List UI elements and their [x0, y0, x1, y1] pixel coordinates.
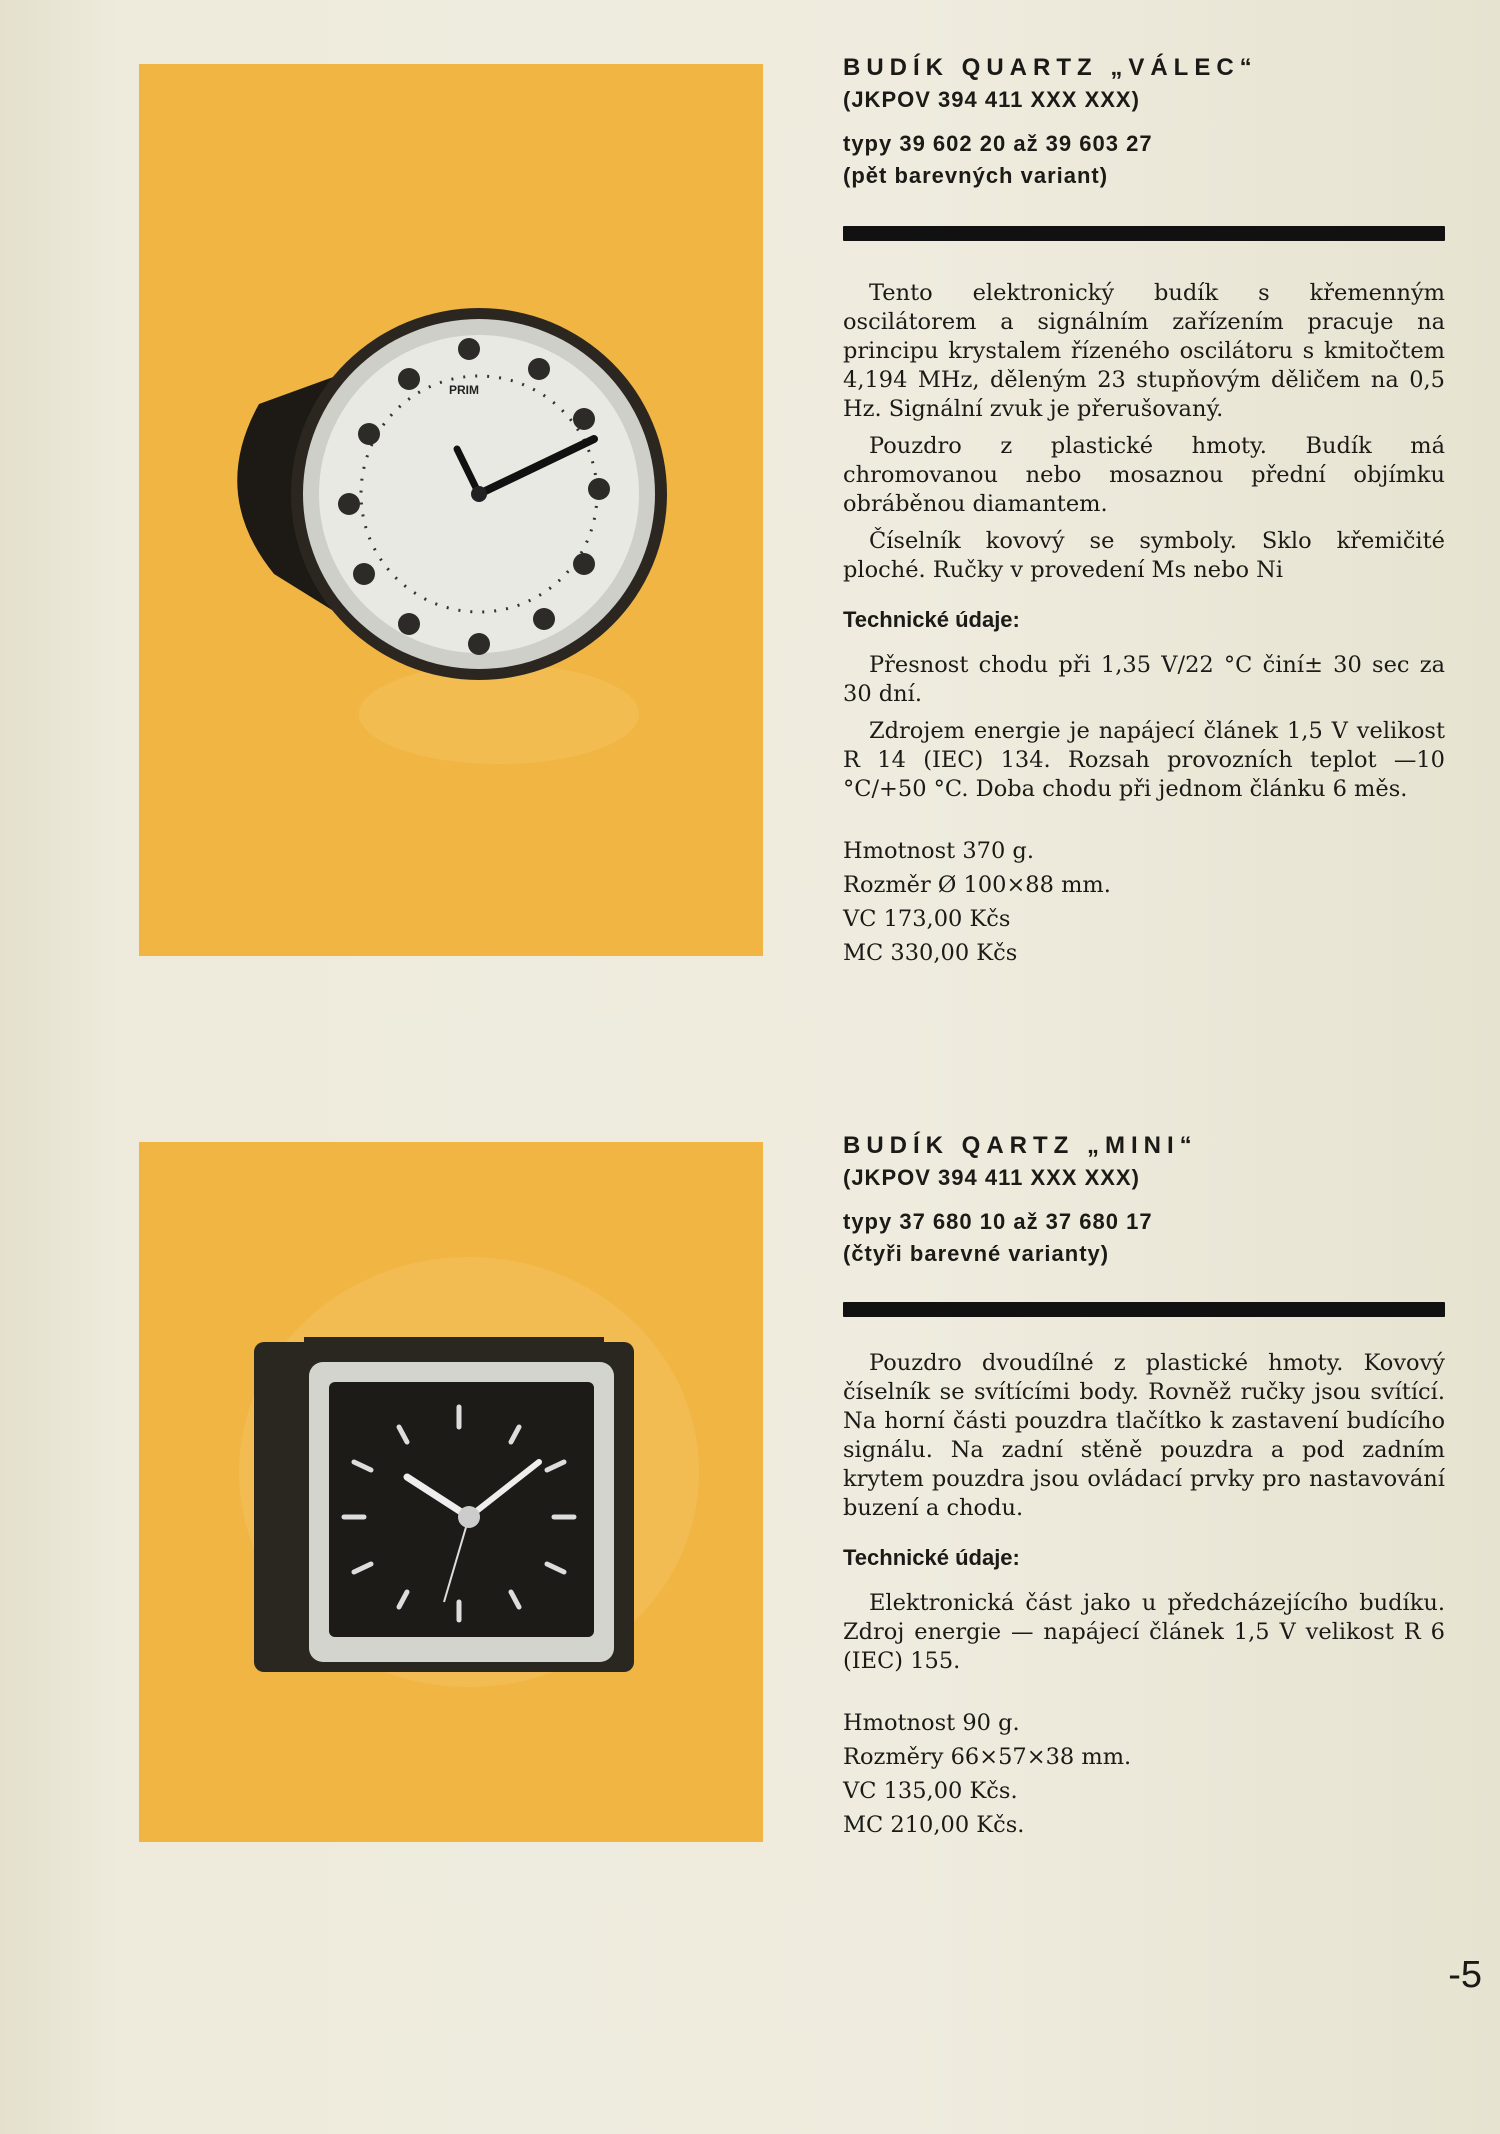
specifications	[843, 834, 1445, 970]
spec-dimensions: Rozměr Ø 100×88 mm.	[843, 872, 1111, 898]
product-mini	[843, 1130, 1445, 1842]
product-variants: (pět barevných variant)	[843, 163, 1109, 188]
description-paragraph: Číselník kovový se symboly. Sklo křemičité ploché. Ručky v provedení Ms nebo Ni	[843, 528, 1445, 583]
product-valec	[843, 52, 1445, 970]
product-title: BUDÍK QUARTZ „VÁLEC“	[843, 54, 1258, 81]
product-types: typy 37 680 10 až 37 680 17	[843, 1209, 1153, 1234]
divider-rule	[843, 226, 1445, 241]
technical-data-heading: Technické údaje:	[843, 607, 1020, 632]
spec-weight: Hmotnost 90 g.	[843, 1710, 1020, 1736]
divider-rule	[843, 1302, 1445, 1317]
technical-data-heading: Technické údaje:	[843, 1545, 1020, 1570]
technical-paragraph: Přesnost chodu při 1,35 V/22 °C činí± 30 sec za 30 dní.	[843, 652, 1445, 707]
mini-clock-photo	[139, 1142, 763, 1842]
spec-wholesale-price: VC 135,00 Kčs.	[843, 1778, 1018, 1804]
spec-retail-price: MC 330,00 Kčs	[843, 940, 1018, 966]
spec-weight: Hmotnost 370 g.	[843, 838, 1034, 864]
product-title: BUDÍK QARTZ „MINI“	[843, 1132, 1198, 1159]
product-variants: (čtyři barevné varianty)	[843, 1241, 1110, 1266]
mini-clock-image	[139, 1142, 763, 1842]
product-code: (JKPOV 394 411 XXX XXX)	[843, 87, 1140, 112]
dial-brand-text: PRIM	[449, 383, 479, 397]
technical-paragraph: Elektronická část jako u předcházejícího budíku. Zdroj energie — napájecí článek 1,5 V velikost R 6 (IEC) 155.	[843, 1590, 1445, 1674]
valec-clock-photo	[139, 64, 763, 956]
spec-retail-price: MC 210,00 Kčs.	[843, 1812, 1025, 1838]
technical-paragraph: Zdrojem energie je napájecí článek 1,5 V velikost R 14 (IEC) 134. Rozsah provozních teplot —10 °C/+50 °C. Doba chodu při jednom článku 6 měs.	[843, 718, 1445, 802]
valec-clock-image	[139, 64, 763, 956]
description-paragraph: Pouzdro z plastické hmoty. Budík má chromovanou nebo mosaznou přední objímku obráběnou diamantem.	[843, 433, 1445, 517]
product-code: (JKPOV 394 411 XXX XXX)	[843, 1165, 1140, 1190]
spec-dimensions: Rozměry 66×57×38 mm.	[843, 1744, 1132, 1770]
description-paragraph: Pouzdro dvoudílné z plastické hmoty. Kovový číselník se svítícími body. Rovněž ručky jsou svítící. Na horní části pouzdra tlačítko k zastavení budícího signálu. Na zadní stěně pouzdra a pod zadním krytem pouzdra jsou ovládací prvky pro nastavování buzení a chodu.	[843, 1350, 1445, 1521]
description-paragraph: Tento elektronický budík s křemenným oscilátorem a signálním zařízením pracuje na principu krystalem řízeného oscilátoru s kmitočtem 4,194 MHz, děleným 23 stupňovým děličem na 0,5 Hz. Signální zvuk je přerušovaný.	[843, 280, 1445, 422]
product-types: typy 39 602 20 až 39 603 27	[843, 131, 1153, 156]
page-number: -5	[1448, 1954, 1482, 1996]
specifications	[843, 1706, 1445, 1842]
spec-wholesale-price: VC 173,00 Kčs	[843, 906, 1011, 932]
